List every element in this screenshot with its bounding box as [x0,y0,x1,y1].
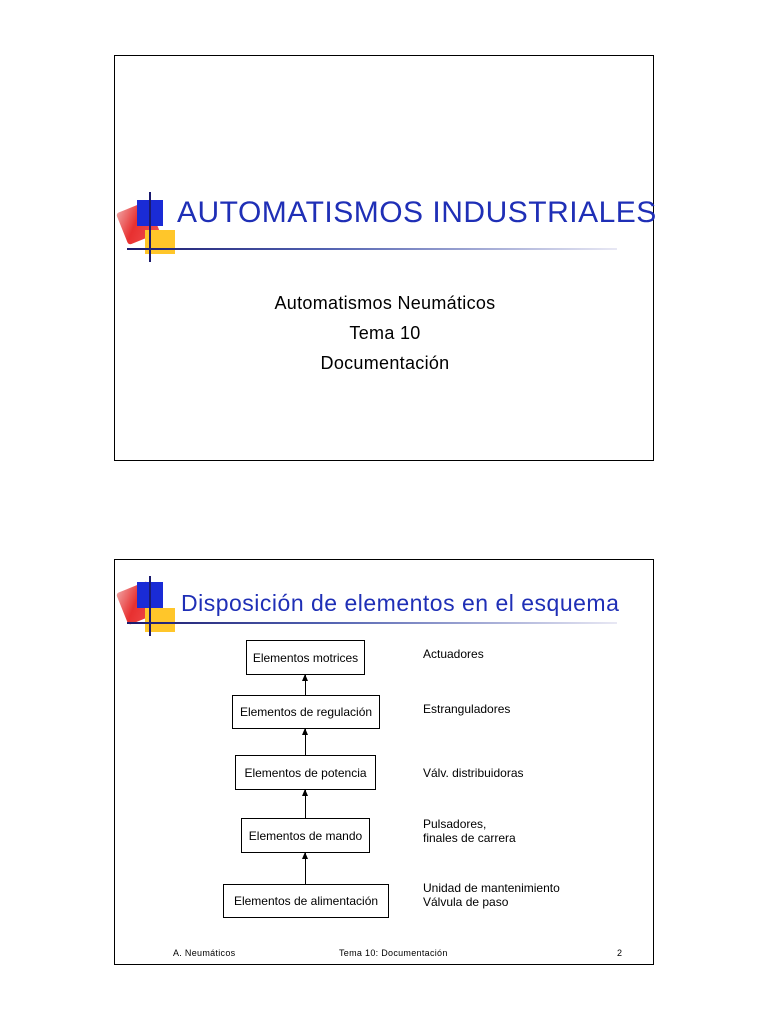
flow-arrow [305,729,306,755]
diagram-description [423,817,516,845]
slide-subtitle [115,288,655,378]
slide-title: Disposición de elementos en el esquema [181,590,620,616]
subtitle-line: Tema 10 [349,323,421,343]
description-line: Válvula de paso [423,895,509,909]
page-number: 2 [617,948,623,958]
subtitle-line: Automatismos Neumáticos [274,293,496,313]
title-slide [114,55,657,461]
diagram-box-mando: Elementos de mando [241,818,370,853]
description-line: Unidad de mantenimiento [423,881,560,895]
diagram-box-potencia: Elementos de potencia [235,755,376,790]
slide-logo-icon [115,576,185,638]
footer-left: A. Neumáticos [173,948,236,958]
diagram-box-regulacion: Elementos de regulación [232,695,380,729]
diagram-description [423,881,560,909]
diagram-description [423,647,484,661]
slide-logo-icon [115,192,185,264]
diagram-slide [114,559,654,965]
diagram-description [423,702,510,716]
slide-title: AUTOMATISMOS INDUSTRIALES [177,196,657,229]
description-line: Válv. distribuidoras [423,766,524,780]
description-line: finales de carrera [423,831,516,845]
diagram-box-motrices: Elementos motrices [246,640,365,675]
description-line: Pulsadores, [423,817,487,831]
diagram-box-alimentacion: Elementos de alimentación [223,884,389,918]
description-line: Actuadores [423,647,484,661]
description-line: Estranguladores [423,702,511,716]
subtitle-line: Documentación [320,353,450,373]
diagram-description [423,766,524,780]
flow-arrow [305,790,306,818]
flow-arrow [305,675,306,695]
footer-center: Tema 10: Documentación [339,948,448,958]
flow-arrow [305,853,306,884]
